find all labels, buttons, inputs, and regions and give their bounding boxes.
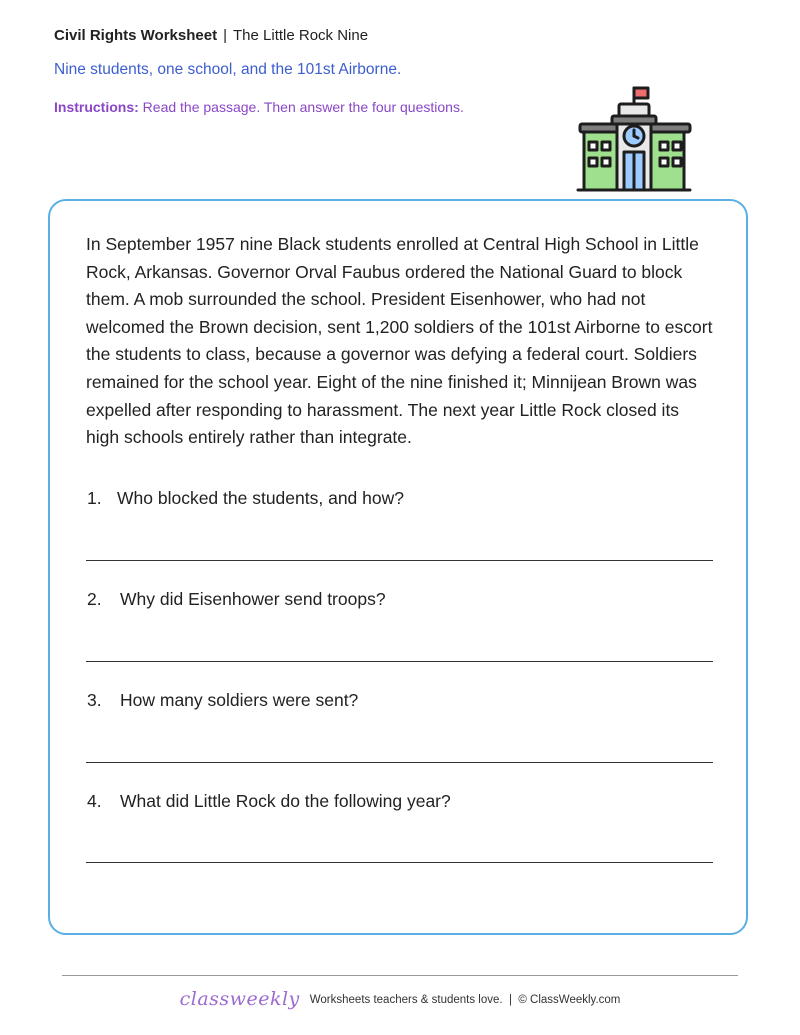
- answer-line-1[interactable]: [86, 560, 713, 561]
- question-text: How many soldiers were sent?: [120, 690, 359, 710]
- answer-line-3[interactable]: [86, 762, 713, 763]
- worksheet-topic: The Little Rock Nine: [233, 27, 369, 44]
- footer-tagline: Worksheets teachers & students love.: [309, 994, 503, 1006]
- answer-line-4[interactable]: [86, 862, 713, 863]
- school-building-icon: [576, 84, 692, 194]
- question-text: Who blocked the students, and how?: [117, 488, 404, 508]
- footer-copyright: © ClassWeekly.com: [518, 994, 621, 1006]
- footer-separator: |: [508, 994, 512, 1006]
- answer-line-2[interactable]: [86, 661, 713, 662]
- instructions-text: Read the passage. Then answer the four questions.: [142, 99, 464, 115]
- instructions-lead: Instructions:: [54, 99, 139, 115]
- question-number: 4.: [87, 791, 102, 811]
- question-number: 3.: [87, 690, 102, 710]
- worksheet-header: [54, 27, 368, 44]
- question-2: [87, 589, 386, 610]
- footer: [0, 988, 800, 1010]
- worksheet-subject: Civil Rights Worksheet: [54, 27, 218, 44]
- question-text: What did Little Rock do the following year?: [120, 791, 451, 811]
- question-number: 2.: [87, 589, 102, 609]
- question-4: [87, 791, 451, 812]
- brand-logo: classweekly: [179, 988, 300, 1010]
- footer-divider: [62, 975, 738, 976]
- header-separator: |: [223, 27, 227, 44]
- question-3: [87, 690, 358, 711]
- reading-passage: In September 1957 nine Black students enrolled at Central High School in Little Rock, Arkansas. Governor Orval Faubus ordered the National Guard to block them. A mob surrounded the school. President Eisenhower, who had not welcomed the Brown decision, sent 1,200 soldiers of the 101st Airborne to escort the students to class, because a governor was defying a federal court. Soldiers remained for the school year. Eight of the nine finished it; Minnijean Brown was expelled after responding to harassment. The next year Little Rock closed its high schools entirely rather than integrate.: [86, 234, 713, 448]
- instructions: [54, 99, 464, 115]
- worksheet-subtitle: Nine students, one school, and the 101st Airborne.: [54, 61, 402, 78]
- question-1: [87, 488, 404, 509]
- question-number: 1.: [87, 488, 102, 508]
- question-text: Why did Eisenhower send troops?: [120, 589, 386, 609]
